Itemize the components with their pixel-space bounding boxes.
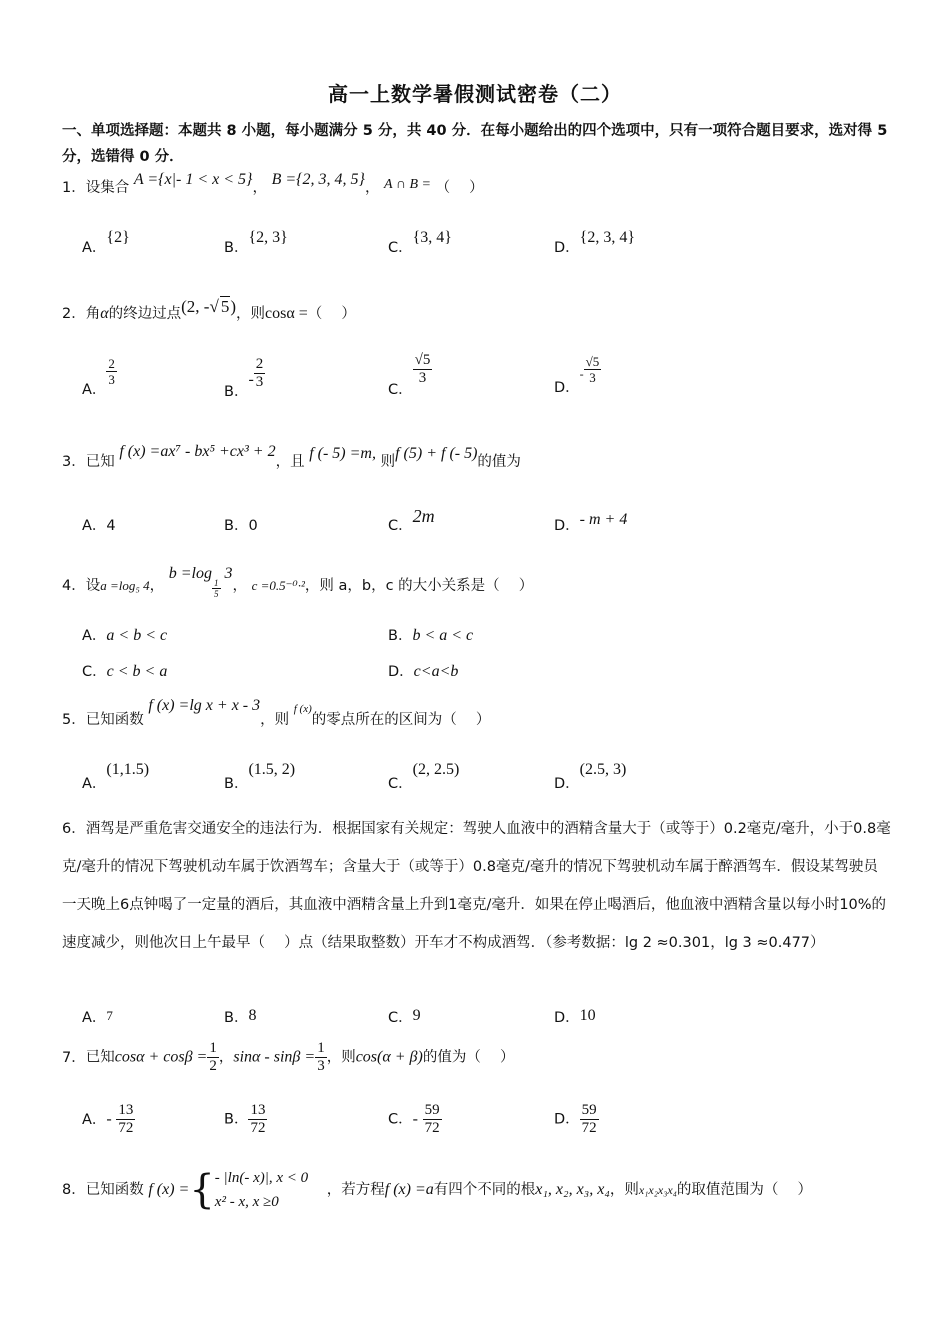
- q2-option-a-fraction: [106, 356, 117, 387]
- q3-text-2: ，且: [275, 454, 305, 470]
- q7-option-b-denominator: 72: [250, 1120, 266, 1136]
- section-heading: 一、单项选择题：本题共 8 小题，每小题满分 5 分，共 40 分．在每小题给出的四个选项中，只有一项符合题目要求，选对得 5 分，选错得 0 分．: [62, 123, 888, 165]
- q7-option-a[interactable]: [82, 1102, 135, 1137]
- q7-option-d-fraction: [580, 1102, 599, 1137]
- q2-point-root: 5: [220, 297, 230, 316]
- q1-option-b-value: {2, 3}: [248, 229, 288, 246]
- q6-option-b[interactable]: [224, 1006, 256, 1027]
- q2-blank: （ ）: [307, 306, 356, 322]
- q7-option-c-sign: -: [412, 1110, 418, 1128]
- q7-option-c-label: C．: [388, 1111, 413, 1128]
- q5-text: 已知函数: [85, 712, 144, 728]
- q5-option-a-value: (1,1.5): [106, 761, 150, 778]
- q7-option-a-fraction: [116, 1102, 135, 1137]
- q8-piecewise: [215, 1166, 308, 1214]
- q8-text-2: ，若方程: [326, 1182, 385, 1198]
- q2-option-d-numerator: √5: [585, 354, 600, 369]
- q7-option-c-denominator: 72: [424, 1120, 440, 1136]
- q6-option-c-value: 9: [412, 1007, 421, 1024]
- q6-text: 酒驾是严重危害交通安全的违法行为．根据国家有关规定：驾驶人血液中的酒精含量大于（或等于）0.2毫克/毫升，小于0.8毫克/毫升的情况下驾驶机动车属于饮酒驾车；含量大于（或等于）0.8毫克/毫升的情况下驾驶机动车属于醉酒驾车．假设某驾驶员一天晚上6点钟喝了一定量的酒后，其血液中酒精含量上升到1毫克/毫升．如果在停止喝酒后，他血液中酒精含量以每小时10%的速度减少，则他次日上午最早（ ）点（结果取整数）开车才不构成酒驾．（参考数据：lg 2 ≈0.301，lg 3 ≈0.477）: [62, 821, 891, 951]
- q1-expression: A ∩ B =: [384, 177, 431, 192]
- q7-number: 7．: [62, 1049, 86, 1066]
- q4-b-base: [212, 578, 221, 599]
- q7-option-a-sign: -: [106, 1110, 112, 1128]
- q3-option-c[interactable]: [388, 506, 435, 535]
- q6-option-c[interactable]: [388, 1006, 421, 1027]
- q1-option-b-label: B．: [224, 240, 249, 256]
- q6-option-b-label: B．: [224, 1010, 249, 1026]
- q1-comma-2: ，: [364, 180, 380, 196]
- q3-option-b-value: 0: [248, 518, 258, 534]
- q7-option-d-denominator: 72: [581, 1120, 597, 1136]
- q7-equation-1-numerator: 1: [209, 1040, 217, 1056]
- q3-option-d-value: - m + 4: [579, 511, 628, 528]
- q5-option-d-value: (2.5, 3): [579, 761, 627, 778]
- q5-option-c-value: (2, 2.5): [412, 761, 460, 778]
- q4-b-base-numerator: 1: [214, 578, 219, 588]
- q8-number: 8．: [62, 1182, 86, 1198]
- q7-equation-1-denominator: 2: [209, 1058, 217, 1074]
- q7-equation-2-denominator: 3: [317, 1058, 325, 1074]
- q8-text-3: 有四个不同的根: [433, 1182, 536, 1198]
- question-1: [62, 171, 484, 199]
- q6-number: 6．: [62, 821, 86, 837]
- q2-option-b[interactable]: [224, 356, 265, 400]
- q1-option-c-value: {3, 4}: [412, 229, 452, 246]
- q4-separator: ，: [149, 578, 165, 595]
- q3-text: 已知: [85, 454, 115, 470]
- q7-text-2: ，则: [326, 1049, 356, 1066]
- q2-option-a-label: A．: [82, 381, 107, 398]
- q1-comma: ，: [252, 180, 267, 196]
- q8-case-1: - |ln(- x)|, x < 0: [214, 1170, 309, 1186]
- q2-option-b-sign: -: [248, 370, 254, 388]
- q4-option-a[interactable]: [82, 624, 167, 645]
- question-7: [62, 1040, 514, 1075]
- q7-option-c-fraction: [423, 1102, 442, 1137]
- q4-option-c-value: c < b < a: [106, 663, 168, 680]
- q1-option-d-label: D．: [554, 240, 580, 256]
- q1-blank: （ ）: [435, 180, 484, 196]
- q1-option-c-label: C．: [388, 240, 413, 256]
- q4-number: 4．: [62, 578, 86, 595]
- q4-b-value: [168, 564, 233, 599]
- q7-equation-1-fraction: [207, 1040, 219, 1075]
- q1-text: 设集合: [85, 180, 130, 196]
- q1-number: 1．: [62, 180, 86, 196]
- q8-text-5: 的取值范围为（ ）: [676, 1182, 813, 1198]
- page-title: 高一上数学暑假测试密卷（二）: [328, 82, 622, 106]
- q7-text: 已知: [85, 1049, 115, 1066]
- q2-number: 2．: [62, 306, 86, 322]
- question-6: [62, 810, 892, 962]
- q5-option-d-label: D．: [554, 776, 580, 792]
- q7-option-a-label: A．: [82, 1111, 107, 1128]
- q3-option-a-label: A．: [82, 518, 107, 534]
- q6-option-d-label: D．: [554, 1010, 580, 1026]
- q3-option-a[interactable]: [82, 514, 116, 535]
- q6-option-a-label: A．: [82, 1010, 107, 1026]
- q4-b-log: b =log: [168, 565, 212, 583]
- q7-text-3: 的值为（ ）: [422, 1049, 515, 1066]
- q5-fx: f (x): [293, 703, 312, 715]
- q3-option-c-value: 2m: [412, 506, 435, 526]
- q3-text-3: 则: [380, 454, 396, 470]
- q1-option-b[interactable]: [224, 229, 288, 257]
- q8-text: 已知函数: [85, 1182, 144, 1198]
- q2-option-b-denominator: 3: [255, 374, 264, 390]
- q2-text-3: ，则: [235, 306, 265, 322]
- question-5: [62, 697, 491, 731]
- q2-point-open: (2, -: [181, 297, 210, 316]
- q1-option-c[interactable]: [388, 229, 452, 257]
- q2-option-a-numerator: 2: [108, 356, 115, 371]
- q1-set-a: A ={x|- 1 < x < 5}: [133, 171, 253, 188]
- q3-option-a-value: 4: [106, 518, 116, 534]
- q7-option-d-label: D．: [554, 1111, 580, 1128]
- q2-option-c[interactable]: [388, 352, 432, 398]
- q5-text-2: ，则: [260, 712, 290, 728]
- q4-option-d[interactable]: [388, 660, 458, 681]
- q8-roots: x₁, x₂, x₃, x₄: [535, 1181, 610, 1198]
- q2-option-a-denominator: 3: [108, 372, 115, 387]
- q4-option-a-value: a < b < c: [106, 627, 168, 644]
- q7-option-a-numerator: 13: [118, 1102, 134, 1118]
- q2-option-c-denominator: 3: [418, 370, 427, 386]
- q7-option-b-numerator: 13: [250, 1102, 266, 1118]
- q2-option-d-label: D．: [554, 379, 580, 396]
- q2-text-2: 的终边过点: [108, 306, 182, 322]
- q6-option-a-value: 7: [106, 1008, 113, 1023]
- q8-function-left: f (x) =: [148, 1181, 190, 1198]
- q6-option-b-value: 8: [248, 1007, 257, 1024]
- q5-option-c-label: C．: [388, 776, 413, 792]
- q4-a-value: a =log₅ 4: [100, 578, 150, 594]
- q7-expression: cos(α + β): [355, 1048, 423, 1066]
- q4-c-value: c =0.5⁻⁰·²: [251, 578, 305, 594]
- q4-option-a-label: A．: [82, 628, 107, 644]
- q5-text-3: 的零点所在的区间为（ ）: [311, 712, 491, 728]
- q7-equation-2-fraction: [315, 1040, 327, 1075]
- q8-case-2: x² - x, x ≥0: [214, 1194, 279, 1210]
- q7-option-c[interactable]: [388, 1102, 442, 1137]
- q5-number: 5．: [62, 712, 86, 728]
- q4-option-b-label: B．: [388, 628, 413, 644]
- q8-product: x₁x₂x₃x₄: [638, 1183, 677, 1197]
- q5-option-c[interactable]: [388, 761, 460, 793]
- q4-option-b-value: b < a < c: [412, 627, 474, 644]
- q1-option-a[interactable]: [82, 229, 130, 257]
- q3-option-b[interactable]: [224, 514, 258, 535]
- q7-option-a-denominator: 72: [118, 1120, 134, 1136]
- q6-option-c-label: C．: [388, 1010, 413, 1026]
- q2-point: (2, -√ 5): [181, 297, 236, 316]
- q3-option-b-label: B．: [224, 518, 249, 534]
- q1-option-a-value: {2}: [106, 229, 130, 246]
- q2-option-d-sign: -: [579, 366, 584, 381]
- q1-option-d-value: {2, 3, 4}: [579, 229, 636, 246]
- q6-option-a[interactable]: [82, 1006, 113, 1027]
- q4-option-d-label: D．: [388, 664, 414, 680]
- q4-option-b[interactable]: [388, 624, 473, 645]
- q3-number: 3．: [62, 454, 86, 470]
- question-2: [62, 297, 356, 324]
- q2-expression: cosα =: [264, 305, 308, 322]
- q3-text-4: 的值为: [477, 454, 521, 470]
- q4-b-base-denominator: 5: [214, 589, 219, 599]
- q5-option-b-value: (1.5, 2): [248, 761, 296, 778]
- question-8: [62, 1166, 812, 1214]
- q2-alpha: α: [100, 305, 109, 322]
- q3-option-d-label: D．: [554, 518, 580, 534]
- q2-option-c-label: C．: [388, 381, 413, 398]
- q7-option-d[interactable]: [554, 1102, 599, 1137]
- q4-text-2: ，则 a，b，c 的大小关系是（ ）: [304, 578, 534, 595]
- q4-option-c[interactable]: [82, 660, 167, 681]
- question-3: [62, 443, 521, 472]
- q2-text: 角: [85, 306, 101, 322]
- q8-equation: f (x) =a: [384, 1181, 434, 1198]
- q6-option-d[interactable]: [554, 1006, 596, 1027]
- q3-condition: f (- 5) =m,: [309, 445, 376, 462]
- q2-point-close: ): [230, 297, 236, 316]
- q7-option-b-fraction: [248, 1102, 267, 1137]
- q2-option-a[interactable]: [82, 356, 117, 398]
- q7-equation-1: cosα + cosβ =: [114, 1048, 208, 1066]
- q2-option-b-label: B．: [224, 383, 249, 400]
- q2-option-b-fraction: [254, 356, 266, 391]
- q3-option-d[interactable]: [554, 511, 628, 535]
- q5-option-a-label: A．: [82, 776, 107, 792]
- q7-option-b[interactable]: [224, 1102, 267, 1137]
- q3-function: f (x) =ax⁷ - bx⁵ +cx³ + 2: [119, 443, 276, 460]
- q7-separator: ，: [218, 1049, 234, 1066]
- q2-option-c-numerator: √5: [414, 352, 431, 368]
- q1-option-a-label: A．: [82, 240, 107, 256]
- q1-option-d[interactable]: [554, 229, 636, 257]
- q3-option-c-label: C．: [388, 518, 413, 534]
- q7-option-c-numerator: 59: [424, 1102, 440, 1118]
- q4-b-argument: 3: [224, 565, 233, 583]
- q2-option-d[interactable]: [554, 354, 601, 396]
- q7-equation-2: sinα - sinβ =: [233, 1048, 316, 1066]
- q2-option-c-fraction: [413, 352, 433, 387]
- q1-set-b: B ={2, 3, 4, 5}: [271, 171, 365, 188]
- q6-option-d-value: 10: [579, 1007, 596, 1024]
- q8-text-4: ，则: [609, 1182, 639, 1198]
- q7-option-b-label: B．: [224, 1111, 249, 1128]
- q4-option-d-value: c<a<b: [413, 663, 459, 680]
- q5-option-d[interactable]: [554, 761, 627, 793]
- q5-option-a[interactable]: [82, 761, 150, 793]
- q2-option-b-numerator: 2: [255, 356, 264, 372]
- q5-option-b-label: B．: [224, 776, 249, 792]
- q4-option-c-label: C．: [82, 664, 107, 680]
- q5-function: f (x) =lg x + x - 3: [148, 697, 261, 714]
- q4-text: 设: [85, 578, 101, 595]
- q4-separator-2: ，: [232, 578, 247, 595]
- q3-expression: f (5) + f (- 5): [395, 445, 478, 462]
- q7-equation-2-numerator: 1: [317, 1040, 325, 1056]
- q8-brace: {: [189, 1167, 215, 1213]
- q2-option-d-fraction: [584, 354, 602, 385]
- q5-option-b[interactable]: [224, 761, 296, 793]
- question-4: [62, 565, 534, 599]
- q7-option-d-numerator: 59: [581, 1102, 597, 1118]
- q2-option-d-denominator: 3: [589, 370, 596, 385]
